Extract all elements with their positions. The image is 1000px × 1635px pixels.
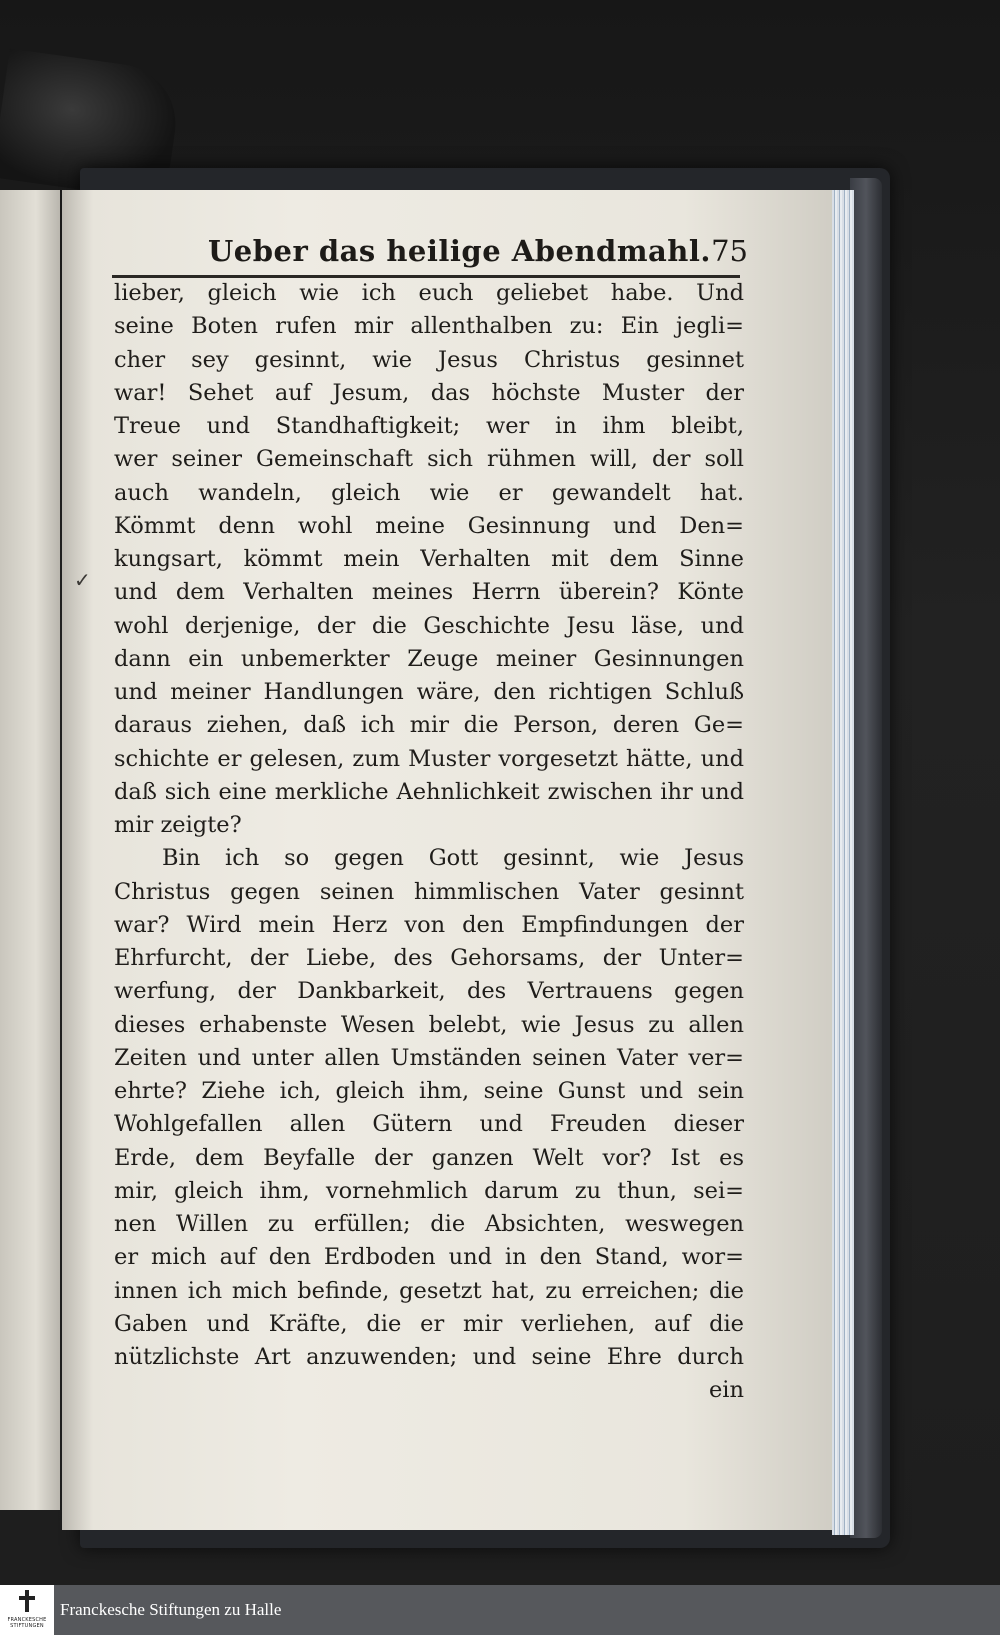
text-line: wohl derjenige, der die Geschichte Jesu läse, und: [114, 612, 744, 639]
text-line: ehrte? Ziehe ich, gleich ihm, seine Gunst und sein: [114, 1078, 744, 1104]
text-line: er mich auf den Erdboden und in den Stand, wor=: [114, 1244, 744, 1271]
text-line: Wohlgefallen allen Gütern und Freuden dieser: [114, 1111, 744, 1138]
text-line: Treue und Standhaftigkeit; wer in ihm bleibt,: [114, 413, 744, 439]
page-header: [208, 234, 748, 274]
text-line: innen ich mich befinde, gesetzt hat, zu erreichen; die: [114, 1277, 744, 1304]
text-line: daraus ziehen, daß ich mir die Person, deren Ge=: [114, 712, 744, 739]
body-text: [114, 277, 744, 1408]
text-line: war? Wird mein Herz von den Empfindungen der: [114, 911, 744, 938]
text-line: kungsart, kömmt mein Verhalten mit dem Sinne: [114, 546, 744, 572]
text-line: dieses erhabenste Wesen belebt, wie Jesus zu allen: [114, 1011, 744, 1038]
text-line: Bin ich so gegen Gott gesinnt, wie Jesus: [162, 845, 744, 872]
cover-edge: [850, 178, 882, 1538]
text-line: werfung, der Dankbarkeit, des Vertrauens gegen: [114, 978, 744, 1005]
text-line: nützlichste Art anzuwenden; und seine Ehre durch: [114, 1344, 744, 1370]
text-line: daß sich eine merkliche Aehnlichkeit zwischen ihr und: [114, 778, 744, 805]
text-line: Kömmt denn wohl meine Gesinnung und Den=: [114, 512, 744, 539]
text-line: Zeiten und unter allen Umständen seinen Vater ver=: [114, 1044, 744, 1071]
text-line: und dem Verhalten meines Herrn überein? Könte: [114, 579, 744, 606]
text-line: nen Willen zu erfüllen; die Absichten, weswegen: [114, 1211, 744, 1237]
page-stack-edge: [832, 190, 854, 1535]
catchword: ein: [708, 1377, 744, 1404]
text-line: lieber, gleich wie ich euch geliebet habe. Und: [114, 280, 744, 306]
text-line: Christus gegen seinen himmlischen Vater gesinnt: [114, 878, 744, 905]
text-line: cher sey gesinnt, wie Jesus Christus gesinnet: [114, 346, 744, 373]
text-line: schichte er gelesen, zum Muster vorgesetzt hätte, und: [114, 745, 744, 772]
text-line: auch wandeln, gleich wie er gewandelt hat.: [114, 479, 744, 506]
text-line: mir zeigte?: [114, 812, 242, 838]
text-line: war! Sehet auf Jesum, das höchste Muster der: [114, 379, 744, 406]
left-page-edge: [0, 190, 60, 1510]
text-line: wer seiner Gemeinschaft sich rühmen will, der soll: [114, 446, 744, 473]
text-line: seine Boten rufen mir allenthalben zu: Ein jegli=: [114, 313, 744, 340]
footer-bar: [0, 1585, 1000, 1635]
text-line: mir, gleich ihm, vornehmlich darum zu thun, sei=: [114, 1177, 744, 1204]
logo-icon: [18, 1590, 36, 1612]
institution-logo[interactable]: [0, 1585, 54, 1635]
text-line: dann ein unbemerkter Zeuge meiner Gesinnungen: [114, 645, 744, 672]
page-number: 75: [711, 234, 748, 268]
logo-text-line: STIFTUNGEN: [10, 1623, 44, 1629]
footer-label: Franckesche Stiftungen zu Halle: [60, 1600, 282, 1619]
logo-text: [2, 1617, 52, 1629]
margin-mark: ✓: [74, 568, 91, 592]
text-line: und meiner Handlungen wäre, den richtigen Schluß: [114, 679, 744, 705]
text-line: Ehrfurcht, der Liebe, des Gehorsams, der Unter=: [114, 945, 744, 971]
text-line: Erde, dem Beyfalle der ganzen Welt vor? Ist es: [114, 1144, 744, 1171]
text-line: Gaben und Kräfte, die er mir verliehen, auf die: [114, 1310, 744, 1337]
running-title: Ueber das heilige Abendmahl.: [208, 234, 712, 268]
logo-text-line: FRANCKESCHE: [7, 1617, 47, 1623]
